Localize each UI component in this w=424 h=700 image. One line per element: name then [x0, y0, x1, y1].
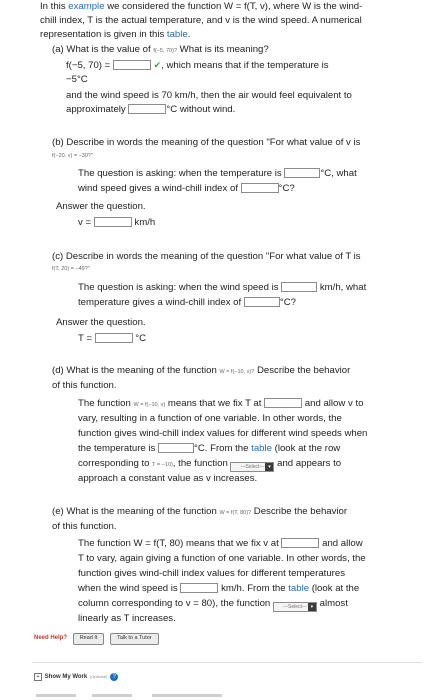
intro-text-2: we considered the function	[104, 1, 224, 12]
part-a-approx-unit: °C without wind.	[166, 104, 236, 115]
part-d-behavior-select[interactable]	[230, 462, 274, 472]
part-c-speed-input[interactable]	[281, 282, 317, 292]
part-c-answer-prompt: Answer the question.	[56, 317, 146, 328]
part-d-text1-expr: W = f(−10, v)	[133, 402, 166, 408]
part-d-question-tail: Describe the behavior	[254, 365, 351, 376]
expand-icon: +	[34, 673, 42, 681]
part-c-var: T =	[78, 333, 95, 344]
part-e-text4-mid: km/h. From the	[221, 583, 289, 594]
part-d-line4	[78, 442, 412, 456]
part-c-question: (c) Describe in words the meaning of the question "For what value of T is	[52, 251, 361, 262]
part-c-line1	[78, 281, 412, 295]
part-a-meaning-text: , which means that if the temperature is	[161, 60, 329, 71]
part-d-text1-mid: means that we fix T at	[165, 398, 262, 409]
intro-text-4: chill index, T is the actual temperature, and v is the wind speed. A numerical	[40, 14, 362, 26]
part-e-line1	[78, 537, 412, 551]
part-a-question-text: (a) What is the value of	[52, 44, 154, 55]
part-c-answer-input[interactable]	[95, 333, 133, 343]
part-d-question-expr: W = f(−10, v)?	[219, 369, 255, 375]
part-d-text4: the temperature is	[78, 443, 156, 454]
part-d-text6: approach a constant value as v increases.	[78, 473, 258, 484]
part-a-answer-line	[66, 59, 412, 73]
part-d-line1	[78, 397, 412, 411]
part-d-question	[52, 364, 414, 378]
part-c-line2	[78, 296, 412, 310]
part-e-text1: The function W = f(T, 80) means that we fix v at	[78, 538, 279, 549]
part-e-fix-speed-input[interactable]	[281, 538, 319, 548]
part-a-approx-line	[66, 103, 412, 117]
part-b-var: v =	[78, 217, 94, 228]
part-b-text1-tail: °C, what	[320, 168, 357, 179]
part-d-text5-expr: T = −10)	[152, 462, 173, 468]
part-e-question-text: (e) What is the meaning of the function	[52, 506, 220, 517]
intro-text-1: In this	[40, 1, 69, 12]
part-a-question-expr: f(−5, 70)?	[153, 48, 178, 54]
part-d-text5-mid: , the function	[172, 458, 228, 469]
part-b-text2: wind speed gives a wind-chill index of	[78, 183, 238, 194]
part-e-text3: function gives wind-chill index values for different temperatures	[78, 568, 345, 579]
part-e-behavior-select[interactable]	[273, 602, 317, 612]
check-icon: ✔	[153, 60, 162, 70]
part-b-answer-input[interactable]	[94, 217, 132, 227]
optional-label: (Optional)	[89, 674, 108, 679]
need-help-bar	[34, 630, 334, 645]
part-a-wind-text: and the wind speed is 70 km/h, then the air would feel equivalent to	[66, 90, 352, 101]
toolbar-tab[interactable]	[92, 694, 132, 697]
part-d-text4-tail: (look at the row	[271, 443, 341, 454]
part-d-line5	[78, 457, 412, 472]
function-notation: W = f(T, v)	[224, 1, 268, 12]
part-d-question-text: (d) What is the meaning of the function	[52, 365, 220, 376]
part-a-approx-input[interactable]	[128, 104, 166, 114]
chevron-down-icon: ▾	[265, 463, 273, 471]
part-c-answer-line	[78, 332, 378, 346]
part-b-question: (b) Describe in words the meaning of the question "For what value of v is	[52, 137, 361, 148]
part-d-text4-mid: °C. From the	[194, 443, 252, 454]
part-e-speed-input[interactable]	[180, 583, 218, 593]
part-b-text1: The question is asking: when the temperature is	[78, 168, 282, 179]
intro-text	[40, 0, 410, 42]
show-my-work-label: Show My Work	[44, 674, 88, 680]
part-e-text5-tail: almost	[319, 598, 348, 609]
part-d-text3: function gives wind-chill index values for different wind speeds when	[78, 428, 368, 439]
intro-text-5: representation is given in this	[40, 28, 167, 40]
part-e-text6: linearly as T increases.	[78, 613, 176, 624]
part-d-text5-tail: and appears to	[277, 458, 342, 469]
part-a-expr: f(−5, 70) =	[66, 60, 113, 71]
part-d-temperature-input[interactable]	[158, 443, 194, 453]
part-e-text5: column corresponding to v = 80), the function	[78, 598, 271, 609]
part-b-answer-prompt: Answer the question.	[56, 201, 146, 212]
part-b-index-input[interactable]	[241, 183, 279, 193]
part-e-text1-tail: and allow	[322, 538, 363, 549]
toolbar-tab[interactable]	[36, 694, 76, 697]
part-d-question-line2: of this function.	[52, 380, 117, 391]
part-c-text1-tail: km/h, what	[319, 282, 367, 293]
part-a-approx-label: approximately	[66, 104, 126, 115]
part-b-text2-tail: °C?	[278, 183, 295, 194]
chevron-down-icon: ▾	[308, 603, 316, 611]
part-e-select-value: ---Select---	[282, 604, 307, 610]
part-a-question	[52, 43, 412, 57]
help-icon[interactable]: ?	[110, 673, 118, 681]
part-e-question-expr: W = f(T, 80)?	[219, 510, 252, 516]
part-c-text2: temperature gives a wind-chill index of	[78, 297, 242, 308]
part-a-temperature-text: −5°C	[66, 74, 88, 85]
part-e-question-line2: of this function.	[52, 521, 117, 532]
part-d-select-value: ---Select---	[240, 464, 265, 470]
part-b-line2	[78, 182, 412, 196]
part-e-text4-tail: (look at the	[309, 583, 360, 594]
part-e-text4: when the wind speed is	[78, 583, 178, 594]
part-b-question-expr: f(−20, v) = −30?"	[52, 153, 93, 159]
part-b-temperature-input[interactable]	[284, 168, 320, 178]
table-link[interactable]: table	[166, 28, 188, 40]
intro-text-3: , where W is the wind-	[267, 1, 363, 12]
part-b-answer-line	[78, 216, 378, 230]
part-c-question-expr: f(T, 20) = −49?"	[52, 266, 90, 272]
part-c-text2-tail: °C?	[279, 297, 296, 308]
part-a-question-tail: What is its meaning?	[177, 44, 269, 55]
part-a-value-input[interactable]	[113, 60, 151, 70]
need-help-label: Need Help?	[34, 635, 68, 641]
part-d-text5: corresponding to	[78, 458, 153, 469]
part-c-text1: The question is asking: when the wind speed is	[78, 282, 279, 293]
part-c-unit: °C	[135, 333, 147, 344]
part-d-fix-temperature-input[interactable]	[264, 398, 302, 408]
part-b-line1	[78, 167, 412, 181]
part-e-line5	[78, 597, 412, 612]
part-e-line4	[78, 582, 412, 596]
example-link[interactable]: example	[68, 1, 105, 12]
part-e-table-link[interactable]: table	[288, 583, 310, 594]
bottom-toolbar	[32, 690, 422, 700]
talk-to-tutor-button[interactable]: Talk to a Tutor	[110, 633, 159, 645]
toolbar-tab[interactable]	[152, 694, 222, 697]
part-e-question-tail: Describe the behavior	[251, 506, 348, 517]
part-d-text1-tail: and allow v to	[304, 398, 364, 409]
part-b-unit: km/h	[134, 217, 156, 228]
part-d-text2: vary, resulting in a function of one variable. In other words, the	[78, 413, 342, 424]
read-it-button[interactable]: Read It	[73, 633, 105, 645]
part-d-table-link[interactable]: table	[251, 443, 272, 454]
intro-text-6: .	[187, 28, 191, 40]
part-c-index-input[interactable]	[244, 297, 280, 307]
part-e-question	[52, 505, 414, 519]
part-e-text2: T to vary, again giving a function of one variable. In other words, the	[78, 553, 366, 564]
part-d-text1: The function	[78, 398, 134, 409]
show-my-work-toggle[interactable]	[34, 669, 118, 683]
show-my-work-panel	[32, 662, 422, 691]
